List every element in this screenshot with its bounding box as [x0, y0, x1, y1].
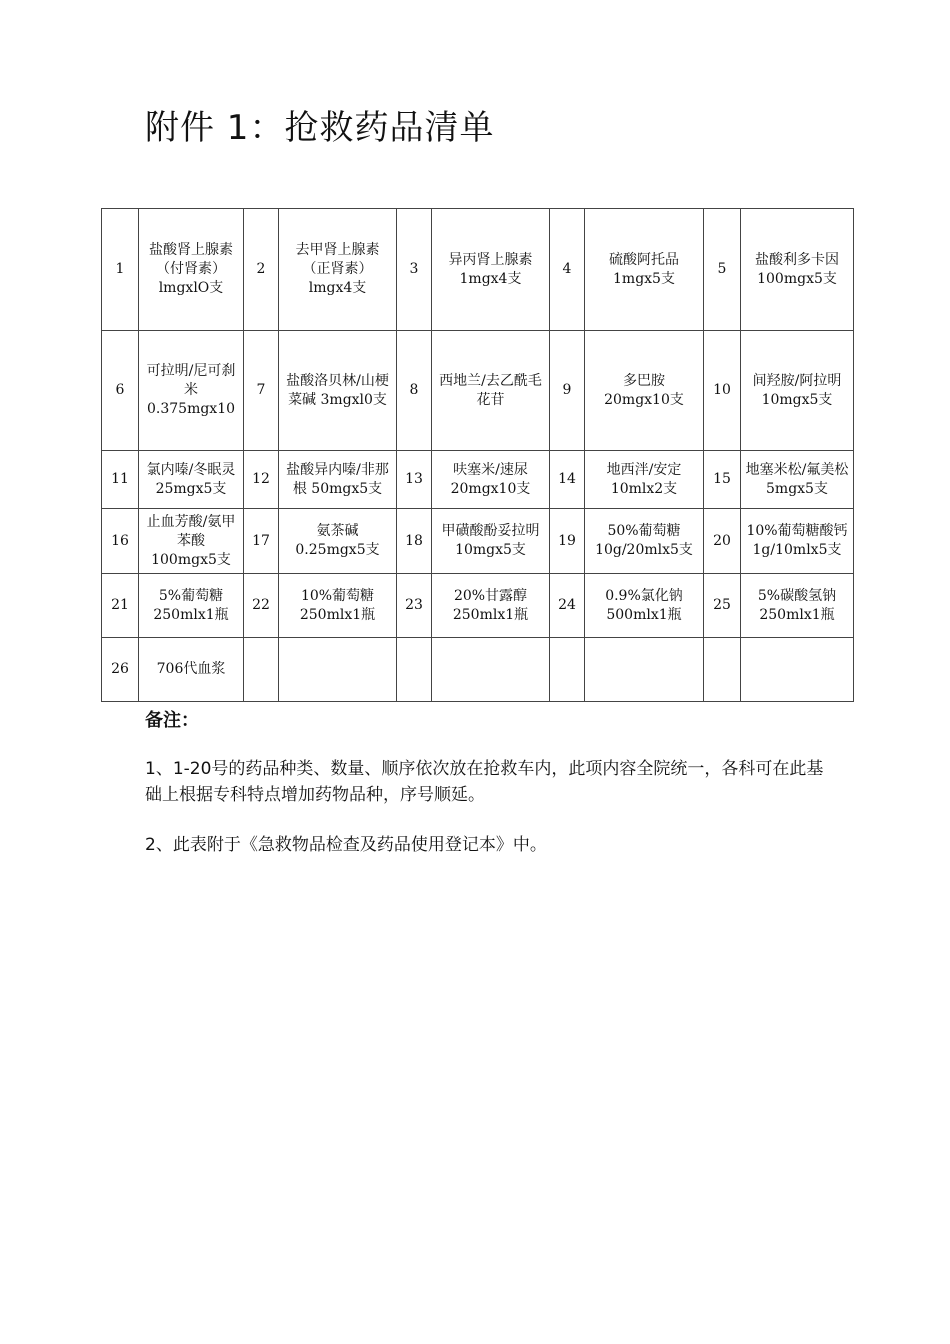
drug-name-cell: 地塞米松/氟美松 5mgx5支 [741, 451, 854, 509]
drug-name-cell: 5%葡萄糖 250mlx1瓶 [139, 574, 244, 638]
table-row [102, 331, 854, 451]
drug-number-cell: 13 [397, 451, 432, 509]
table-row [102, 574, 854, 638]
drug-name-cell: 地西泮/安定 10mlx2支 [585, 451, 704, 509]
drug-number-cell [550, 638, 585, 702]
drug-name-cell: 间羟胺/阿拉明 10mgx5支 [741, 331, 854, 451]
drug-name-cell: 20%甘露醇 250mlx1瓶 [432, 574, 550, 638]
drug-name-cell: 盐酸利多卡因 100mgx5支 [741, 209, 854, 331]
table-row [102, 638, 854, 702]
drug-name-cell: 5%碳酸氢钠 250mlx1瓶 [741, 574, 854, 638]
drug-name-cell: 氯内嗪/冬眠灵 25mgx5支 [139, 451, 244, 509]
drug-number-cell [244, 638, 279, 702]
drug-number-cell: 11 [102, 451, 139, 509]
drug-number-cell: 3 [397, 209, 432, 331]
drug-name-cell: 止血芳酸/氨甲苯酸 100mgx5支 [139, 509, 244, 574]
drug-name-cell: 多巴胺 20mgx10支 [585, 331, 704, 451]
drug-number-cell [704, 638, 741, 702]
drug-name-cell: 呋塞米/速尿 20mgx10支 [432, 451, 550, 509]
table-row [102, 509, 854, 574]
drug-name-cell: 甲磺酸酚妥拉明 10mgx5支 [432, 509, 550, 574]
drug-name-cell: 10%葡萄糖酸钙 1g/10mlx5支 [741, 509, 854, 574]
remark-item-2: 2、此表附于《急救物品检查及药品使用登记本》中。 [145, 835, 547, 855]
drug-number-cell: 9 [550, 331, 585, 451]
drug-number-cell: 5 [704, 209, 741, 331]
drug-number-cell: 20 [704, 509, 741, 574]
drug-table [101, 208, 854, 702]
drug-number-cell: 10 [704, 331, 741, 451]
drug-number-cell: 15 [704, 451, 741, 509]
drug-name-cell: 可拉明/尼可刹米 0.375mgx10 [139, 331, 244, 451]
table-row [102, 451, 854, 509]
drug-name-cell [432, 638, 550, 702]
drug-number-cell: 24 [550, 574, 585, 638]
remarks-section [145, 706, 835, 858]
drug-number-cell: 21 [102, 574, 139, 638]
drug-number-cell: 7 [244, 331, 279, 451]
drug-name-cell: 50%葡萄糖 10g/20mlx5支 [585, 509, 704, 574]
drug-number-cell: 26 [102, 638, 139, 702]
drug-number-cell: 16 [102, 509, 139, 574]
drug-name-cell: 氨茶碱 0.25mgx5支 [279, 509, 397, 574]
drug-number-cell: 12 [244, 451, 279, 509]
drug-name-cell: 去甲肾上腺素（正肾素）lmgx4支 [279, 209, 397, 331]
drug-number-cell: 4 [550, 209, 585, 331]
drug-number-cell: 8 [397, 331, 432, 451]
table-row [102, 209, 854, 331]
drug-number-cell [397, 638, 432, 702]
drug-name-cell: 盐酸洛贝林/山梗菜碱 3mgxl0支 [279, 331, 397, 451]
drug-number-cell: 14 [550, 451, 585, 509]
drug-number-cell: 22 [244, 574, 279, 638]
drug-name-cell: 异丙肾上腺素 1mgx4支 [432, 209, 550, 331]
drug-number-cell: 6 [102, 331, 139, 451]
drug-name-cell: 硫酸阿托品 1mgx5支 [585, 209, 704, 331]
page-title: 附件 1：抢救药品清单 [145, 108, 495, 148]
drug-number-cell: 18 [397, 509, 432, 574]
drug-name-cell: 盐酸肾上腺素（付肾素）lmgxlO支 [139, 209, 244, 331]
remarks-heading: 备注： [145, 710, 199, 731]
drug-number-cell: 25 [704, 574, 741, 638]
drug-name-cell [741, 638, 854, 702]
remark-item-1: 1、1-20号的药品种类、数量、顺序依次放在抢救车内，此项内容全院统一，各科可在此基础上根据专科特点增加药物品种，序号顺延。 [145, 759, 824, 805]
drug-name-cell: 706代血浆 [139, 638, 244, 702]
drug-number-cell: 23 [397, 574, 432, 638]
drug-number-cell: 2 [244, 209, 279, 331]
drug-name-cell: 0.9%氯化钠 500mlx1瓶 [585, 574, 704, 638]
drug-name-cell: 10%葡萄糖 250mlx1瓶 [279, 574, 397, 638]
drug-number-cell: 19 [550, 509, 585, 574]
drug-name-cell [585, 638, 704, 702]
drug-name-cell: 西地兰/去乙酰毛花苷 [432, 331, 550, 451]
drug-number-cell: 17 [244, 509, 279, 574]
drug-number-cell: 1 [102, 209, 139, 331]
drug-name-cell: 盐酸异内嗪/非那根 50mgx5支 [279, 451, 397, 509]
drug-name-cell [279, 638, 397, 702]
